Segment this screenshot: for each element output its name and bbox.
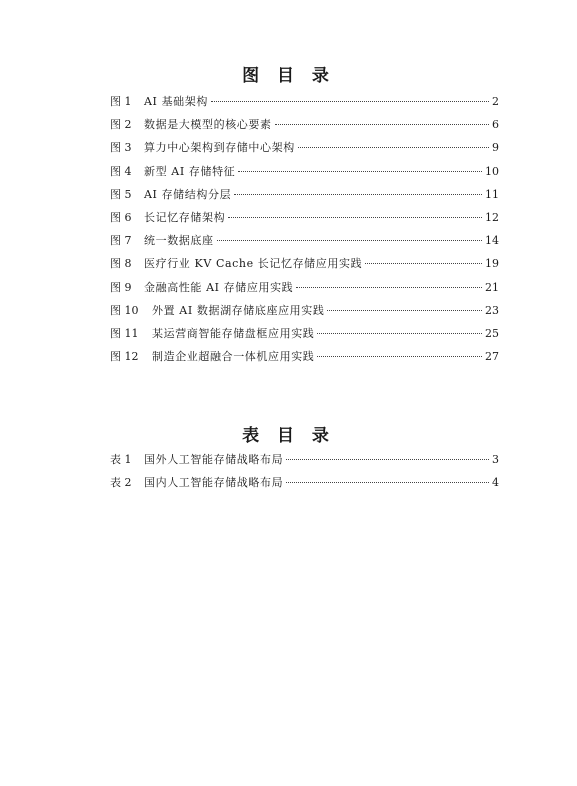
dot-leader (275, 124, 489, 125)
figure-entry-title: 长记忆存储架构 (144, 210, 226, 224)
figure-entry-title: AI 基础架构 (144, 95, 208, 108)
table-entry-title: 国外人工智能存储战略布局 (144, 453, 284, 466)
figure-entry[interactable] (110, 187, 499, 210)
figure-entry[interactable] (110, 349, 499, 372)
figure-entry-label: 图 2 (110, 118, 132, 132)
figure-list-title: 图 目 录 (242, 66, 335, 86)
figure-entry-page-number: 11 (485, 187, 499, 201)
figure-entry-page-number: 14 (485, 234, 499, 248)
table-entry[interactable] (110, 452, 499, 475)
dot-leader (298, 147, 489, 148)
figure-entry[interactable] (110, 117, 499, 140)
dot-leader (286, 459, 489, 460)
table-entry-title: 国内人工智能存储战略布局 (144, 476, 284, 490)
table-entry[interactable] (110, 475, 499, 498)
dot-leader (286, 482, 489, 483)
figure-entry-label: 图 4 (110, 164, 132, 178)
figure-entry-label: 图 12 (110, 350, 139, 364)
figure-entry-title: 医疗行业 KV Cache 长记忆存储应用实践 (144, 257, 363, 271)
figure-entry-page-number: 19 (485, 257, 499, 271)
figure-entry-page-number: 27 (485, 350, 499, 364)
figure-entry[interactable] (110, 164, 499, 187)
figure-entry-title: 数据是大模型的核心要素 (144, 118, 272, 132)
figure-entry[interactable] (110, 233, 499, 256)
figure-entry-label: 图 1 (110, 95, 132, 108)
figure-entry-label: 图 10 (110, 303, 139, 317)
dot-leader (228, 217, 482, 218)
dot-leader (238, 171, 482, 172)
dot-leader (217, 240, 482, 241)
figure-entry-page-number: 21 (485, 280, 499, 294)
table-entry-page-number: 4 (492, 476, 499, 490)
figure-entry-title: 外置 AI 数据湖存储底座应用实践 (152, 303, 325, 317)
figure-entry[interactable] (110, 210, 499, 233)
figure-entry-page-number: 12 (485, 210, 499, 224)
table-entry-label: 表 1 (110, 453, 132, 466)
figure-entry-label: 图 5 (110, 187, 132, 201)
figure-entry-label: 图 3 (110, 141, 132, 155)
figure-entry-page-number: 9 (492, 141, 499, 155)
figure-list (110, 94, 499, 372)
figure-entry-page-number: 2 (492, 95, 499, 108)
figure-entry[interactable] (110, 326, 499, 349)
figure-entry-page-number: 25 (485, 326, 499, 340)
figure-entry[interactable] (110, 256, 499, 279)
dot-leader (296, 287, 482, 288)
table-list (110, 452, 499, 498)
figure-entry-title: 算力中心架构到存储中心架构 (144, 141, 295, 155)
figure-entry-label: 图 9 (110, 280, 132, 294)
figure-entry-label: 图 8 (110, 257, 132, 271)
figure-entry[interactable] (110, 280, 499, 303)
figure-entry-title: 金融高性能 AI 存储应用实践 (144, 280, 294, 294)
figure-entry[interactable] (110, 140, 499, 163)
figure-entry-title: 统一数据底座 (144, 234, 214, 248)
dot-leader (211, 101, 489, 102)
figure-entry[interactable] (110, 303, 499, 326)
dot-leader (317, 333, 482, 334)
figure-entry-title: AI 存储结构分层 (144, 187, 232, 201)
dot-leader (327, 310, 482, 311)
table-list-title: 表 目 录 (242, 426, 335, 446)
table-entry-label: 表 2 (110, 476, 132, 490)
figure-entry-label: 图 6 (110, 210, 132, 224)
figure-entry-label: 图 11 (110, 326, 139, 340)
dot-leader (317, 356, 482, 357)
figure-entry-label: 图 7 (110, 234, 132, 248)
figure-entry-page-number: 10 (485, 164, 499, 178)
figure-entry-title: 制造企业超融合一体机应用实践 (152, 350, 315, 364)
figure-entry-page-number: 6 (492, 118, 499, 132)
figure-entry-page-number: 23 (485, 303, 499, 317)
dot-leader (365, 263, 482, 264)
table-entry-page-number: 3 (492, 453, 499, 466)
dot-leader (234, 194, 482, 195)
figure-entry-title: 新型 AI 存储特征 (144, 164, 236, 178)
figure-entry[interactable] (110, 94, 499, 117)
figure-entry-title: 某运营商智能存储盘框应用实践 (152, 326, 315, 340)
